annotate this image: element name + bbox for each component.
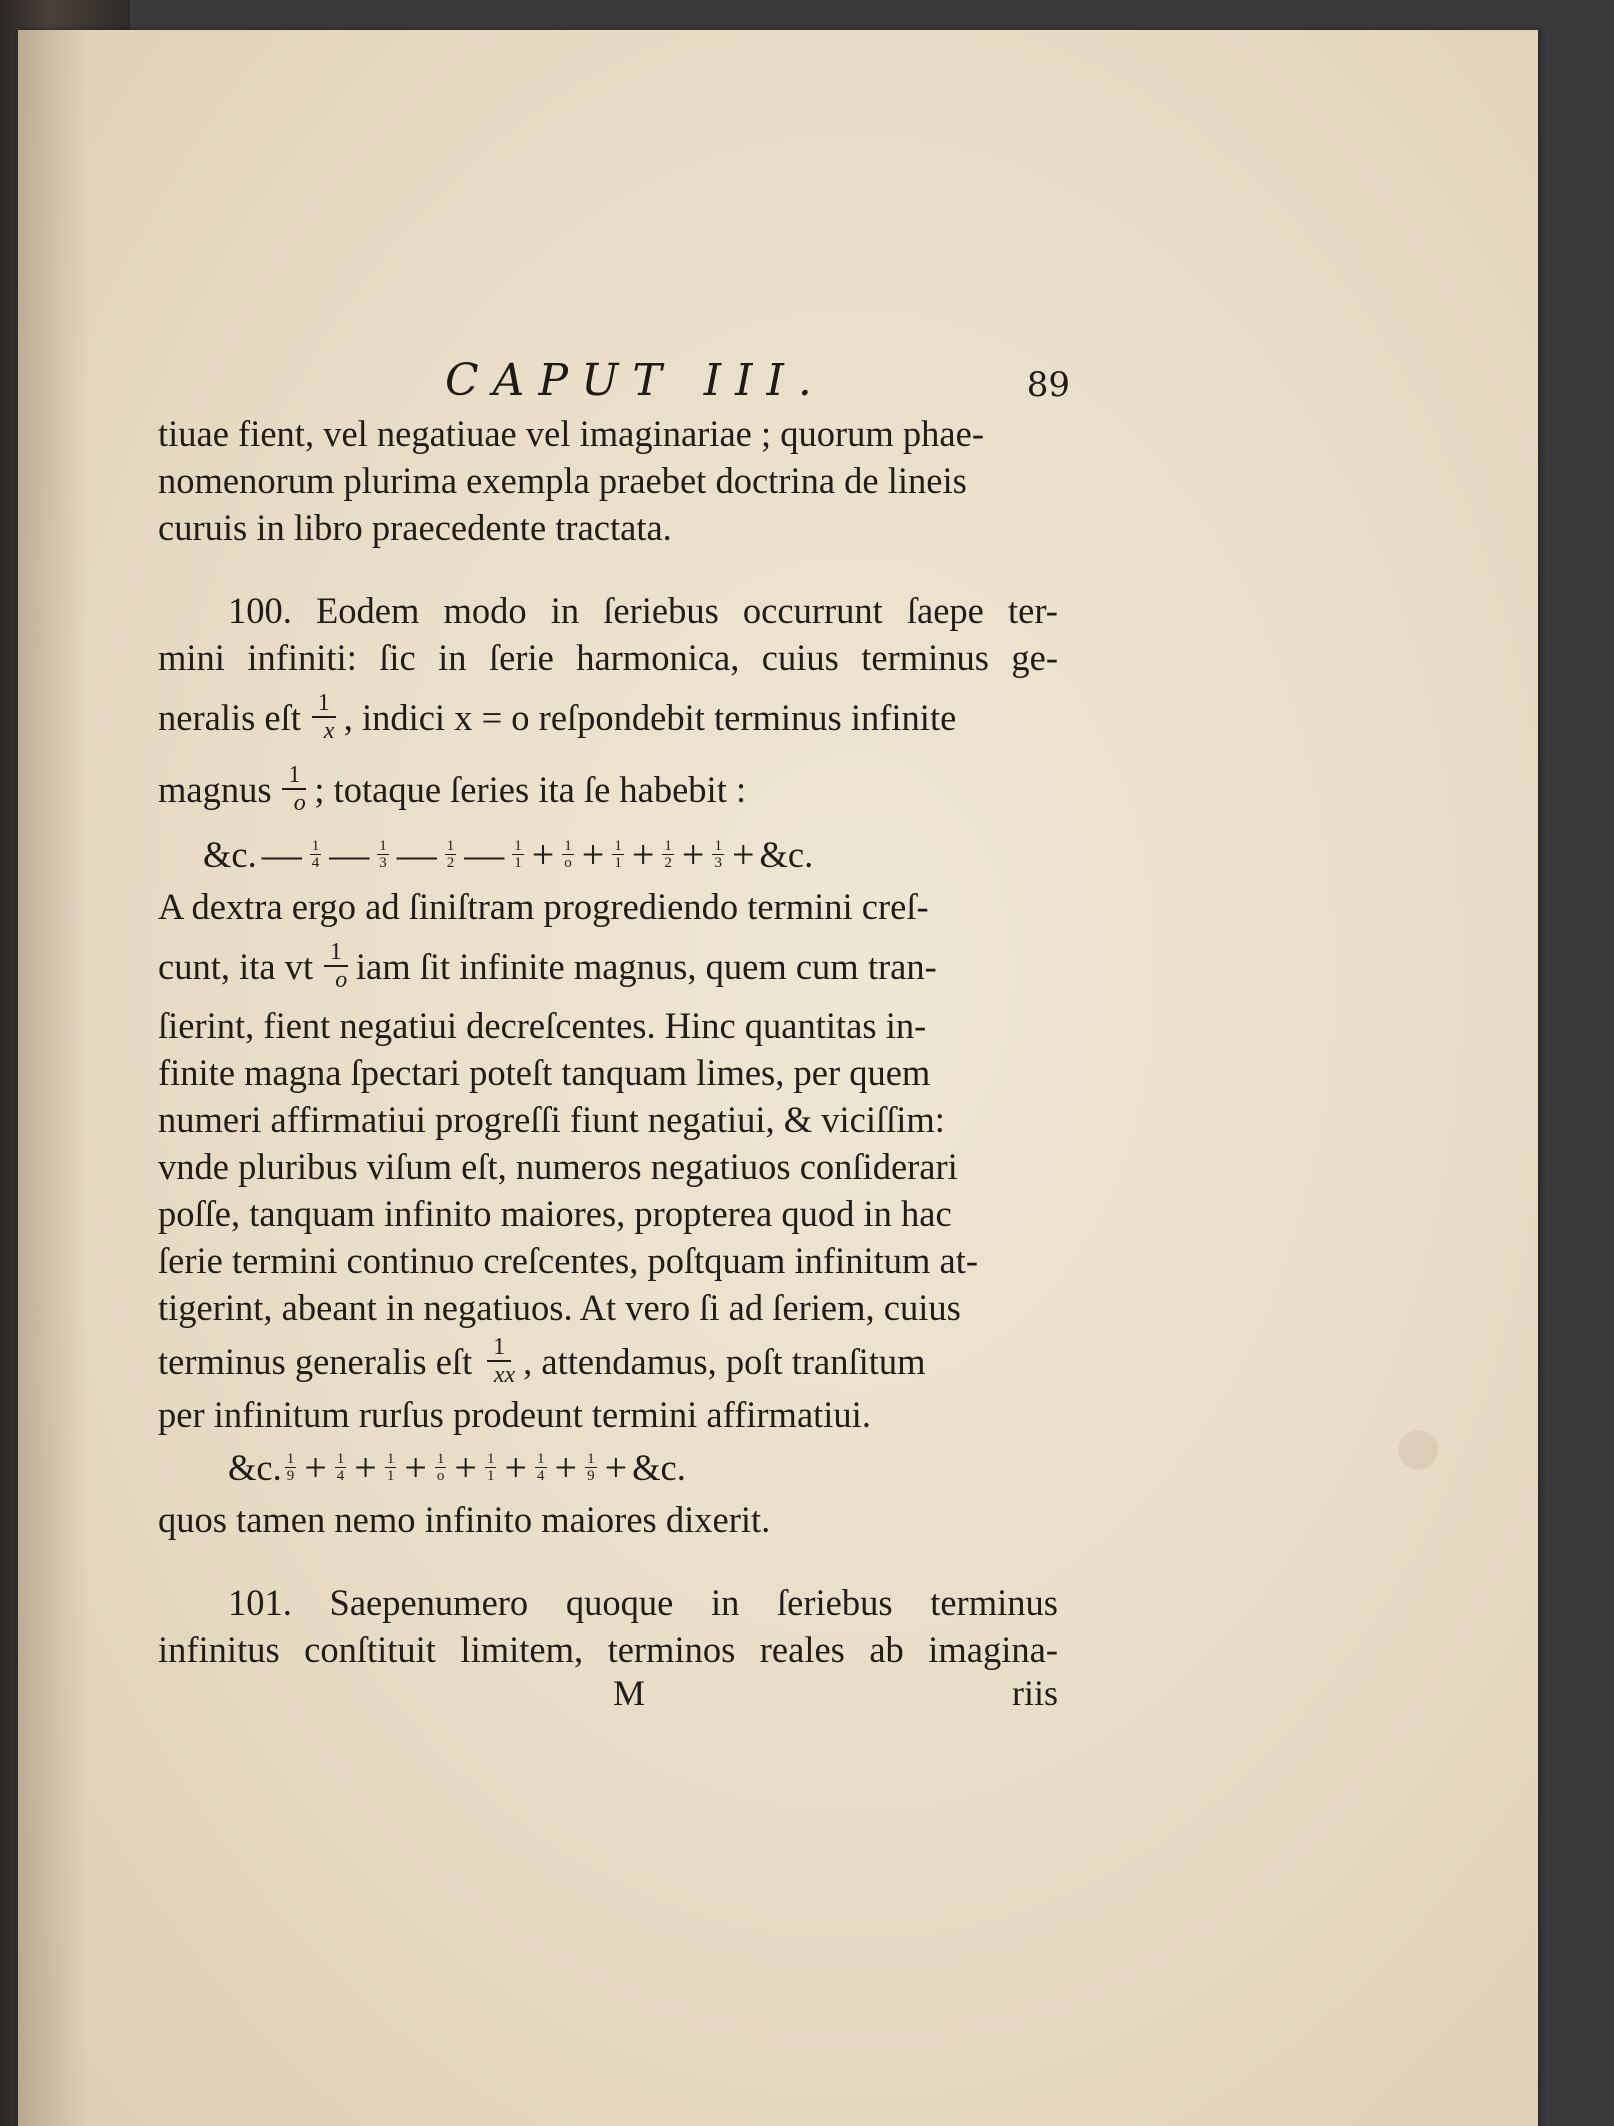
running-head (140, 355, 1070, 415)
fraction-numerator: 1 (282, 762, 306, 790)
fraction-numerator: 1 (312, 690, 336, 718)
term-numerator: 1 (311, 837, 320, 854)
line-text: ſierint, fient negatiui decreſcentes. Hinc quantitas in- (158, 1005, 927, 1046)
line-text: curuis in libro praecedente tractata. (158, 507, 672, 548)
word: ſeriebus (603, 590, 719, 631)
line-text: terminus generalis eſt (158, 1340, 473, 1382)
text-line (158, 457, 1058, 504)
fraction-numerator: 1 (487, 1334, 511, 1362)
page-number: 89 (1026, 365, 1070, 405)
text-line (158, 1626, 1058, 1673)
word: in (710, 1582, 740, 1623)
series-term (285, 1451, 297, 1484)
term-numerator: 1 (379, 837, 387, 854)
text-line (158, 1096, 1058, 1143)
series-etc: &c. (632, 1446, 686, 1488)
series-operator: + (531, 831, 555, 877)
word: ab (869, 1629, 904, 1670)
text-line (158, 930, 1058, 1002)
word: ſaepe (906, 590, 984, 631)
text-line (158, 1391, 1058, 1438)
text-line (158, 1143, 1058, 1190)
series-operator: — (261, 831, 302, 877)
series-operator: + (581, 831, 605, 877)
line-text: , attendamus, poſt tranſitum (523, 1340, 926, 1382)
word: in (438, 637, 467, 678)
fraction (312, 690, 336, 744)
line-text: , indici x = o reſpondebit terminus infinite (343, 696, 957, 738)
term-numerator: 1 (537, 1450, 545, 1467)
text-line (158, 504, 1058, 551)
line-text: ſerie termini continuo creſcentes, poſtquam infinitum at- (158, 1240, 978, 1281)
series-term (335, 1451, 347, 1484)
series-operator: + (681, 831, 705, 877)
line-text: numeri affirmatiui progreſſi fiunt negatiui, & viciſſim: (158, 1099, 945, 1140)
series-etc: &c. (228, 1446, 282, 1488)
fraction-denominator: o (335, 967, 348, 993)
term-numerator: 1 (587, 1450, 595, 1467)
word: modo (443, 590, 527, 631)
word: terminos (607, 1629, 736, 1670)
term-denominator: o (436, 1467, 445, 1484)
series-operator: — (396, 831, 437, 877)
word: in (550, 590, 580, 631)
fraction (282, 762, 306, 816)
word: conſtituit (304, 1629, 436, 1670)
term-numerator: 1 (564, 837, 572, 854)
series-term (585, 1451, 597, 1484)
section-number: 100. (228, 590, 292, 631)
series-operator: + (631, 831, 655, 877)
word: cuius (761, 637, 839, 678)
word: terminus (930, 1582, 1058, 1623)
word: ter- (1008, 590, 1058, 631)
line-text: per infinitum rurſus prodeunt termini affirmatiui. (158, 1394, 871, 1435)
series-operator: + (604, 1444, 628, 1490)
term-denominator: 1 (386, 1467, 395, 1484)
series-operator: + (504, 1444, 528, 1490)
text-line (158, 681, 1058, 753)
series-operator: + (404, 1444, 427, 1490)
series-term (377, 838, 389, 871)
line-text: ; totaque ſeries ita ſe habebit : (314, 768, 747, 810)
line-text: A dextra ergo ad ſiniſtram progrediendo termini creſ- (158, 886, 929, 927)
fraction (483, 1334, 515, 1388)
term-numerator: 1 (614, 837, 622, 854)
line-text: tiuae fient, vel negatiuae vel imaginariae ; quorum phae- (158, 413, 984, 454)
term-numerator: 1 (514, 837, 522, 854)
term-denominator: 4 (336, 1467, 345, 1484)
text-line (158, 410, 1058, 457)
series-operator: — (329, 831, 370, 877)
text-line (158, 753, 1058, 825)
word: Eodem (315, 590, 420, 631)
term-denominator: 4 (311, 854, 320, 871)
series-term (512, 838, 524, 871)
series-operator: + (554, 1444, 578, 1490)
term-denominator: 2 (664, 854, 672, 871)
series-term (612, 838, 624, 871)
line-text: poſſe, tanquam infinito maiores, propterea quod in hac (158, 1193, 952, 1234)
series-operator: + (304, 1444, 327, 1490)
series-term (712, 838, 724, 871)
text-line (158, 1002, 1058, 1049)
text-line (158, 1331, 1058, 1391)
text-line (158, 883, 1058, 930)
word: Saepenumero (329, 1582, 529, 1623)
term-numerator: 1 (446, 837, 455, 854)
term-denominator: 1 (614, 854, 622, 871)
word: imagina- (928, 1629, 1058, 1670)
word: reales (759, 1629, 845, 1670)
text-line (158, 634, 1058, 681)
series-term (485, 1451, 497, 1484)
text-line (158, 1284, 1058, 1331)
term-numerator: 1 (286, 1450, 295, 1467)
line-text: neralis eſt (158, 696, 301, 738)
term-denominator: 3 (379, 854, 387, 871)
page-footer (158, 1672, 1058, 1719)
harmonic-series-formula (158, 825, 1058, 883)
term-denominator: 9 (587, 1467, 595, 1484)
word: mini (158, 637, 225, 678)
word: ſerie (488, 637, 554, 678)
word: infinitus (158, 1629, 280, 1670)
stain (1398, 1430, 1438, 1470)
term-numerator: 1 (436, 1450, 445, 1467)
signature-mark: M (613, 1673, 646, 1713)
series-term (385, 1451, 397, 1484)
term-denominator: 3 (714, 854, 722, 871)
series-term (662, 838, 674, 871)
word: ſic (379, 637, 416, 678)
fraction-denominator: o (293, 790, 306, 816)
word: terminus (861, 637, 989, 678)
reciprocal-squares-series-formula (158, 1438, 1058, 1496)
word: harmonica, (576, 637, 740, 678)
series-term (435, 1451, 447, 1484)
catchword: riis (1011, 1673, 1058, 1713)
series-etc: &c. (759, 833, 814, 875)
word: quoque (565, 1582, 674, 1623)
line-text: quos tamen nemo infinito maiores dixerit. (158, 1499, 771, 1540)
line-text: cunt, ita vt (158, 945, 314, 987)
line-text: finite magna ſpectari poteſt tanquam limes, per quem (158, 1052, 931, 1093)
fraction-denominator: xx (493, 1362, 516, 1388)
series-term (535, 1451, 547, 1484)
word: ſeriebus (777, 1582, 893, 1623)
fraction-numerator: 1 (324, 939, 348, 967)
term-numerator: 1 (714, 837, 722, 854)
series-operator: + (731, 831, 755, 877)
term-numerator: 1 (386, 1450, 395, 1467)
text-line (158, 1579, 1058, 1626)
fraction (324, 939, 348, 993)
term-denominator: 1 (514, 854, 522, 871)
word: ge- (1011, 637, 1058, 678)
term-denominator: 4 (537, 1467, 545, 1484)
series-term (445, 838, 457, 871)
series-operator: + (454, 1444, 477, 1490)
line-text: magnus (158, 768, 272, 810)
line-text: iam ſit infinite magnus, quem cum tran- (355, 945, 937, 987)
word: limitem, (460, 1629, 584, 1670)
text-line (158, 1496, 1058, 1543)
term-denominator: 2 (446, 854, 455, 871)
chapter-title: CAPUT III. (445, 355, 826, 406)
text-line (158, 1190, 1058, 1237)
word: infiniti: (247, 637, 357, 678)
fraction-denominator: x (323, 718, 335, 744)
term-numerator: 1 (664, 837, 672, 854)
line-text: vnde pluribus viſum eſt, numeros negatiuos conſiderari (158, 1146, 958, 1187)
text-line (158, 587, 1058, 634)
term-denominator: 9 (286, 1467, 295, 1484)
term-denominator: 1 (486, 1467, 495, 1484)
series-term (310, 838, 322, 871)
series-term (562, 838, 574, 871)
term-numerator: 1 (486, 1450, 495, 1467)
line-text: nomenorum plurima exempla praebet doctrina de lineis (158, 460, 967, 501)
section-number: 101. (228, 1582, 292, 1623)
line-text: tigerint, abeant in negatiuos. At vero ſi ad ſeriem, cuius (158, 1287, 961, 1328)
word: occurrunt (742, 590, 883, 631)
series-etc: &c. (203, 833, 257, 875)
page-body (158, 410, 1058, 1673)
series-operator: — (464, 831, 505, 877)
text-line (158, 1237, 1058, 1284)
term-denominator: o (564, 854, 572, 871)
series-operator: + (354, 1444, 377, 1490)
text-line (158, 1049, 1058, 1096)
term-numerator: 1 (336, 1450, 345, 1467)
